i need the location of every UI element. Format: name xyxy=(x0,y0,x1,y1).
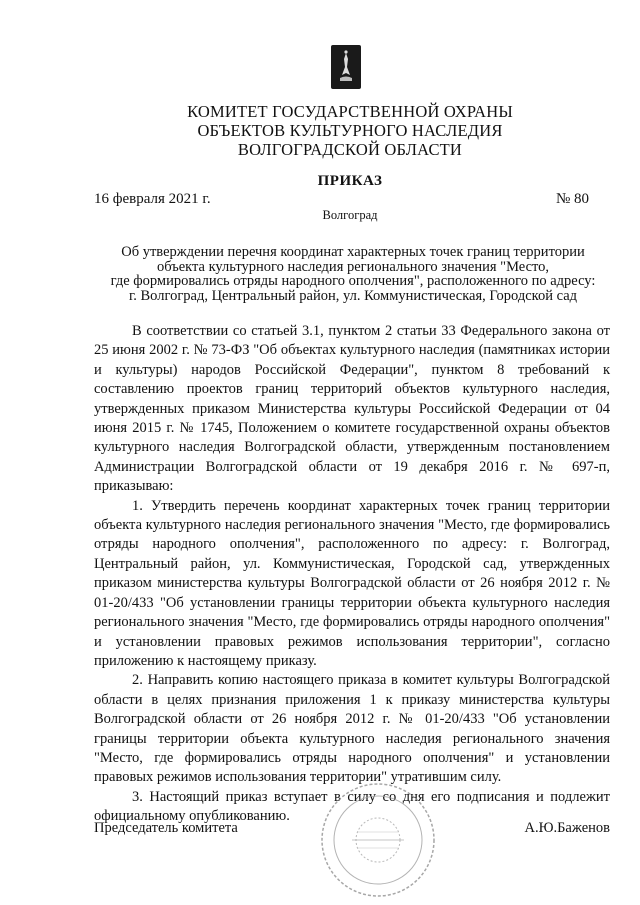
subject-line-1: Об утверждении перечня координат характерных точек границ территории xyxy=(121,244,585,260)
signatory-position: Председатель комитета xyxy=(94,820,238,836)
document-subject xyxy=(86,245,620,303)
document-number: № 80 xyxy=(556,191,590,207)
document-body xyxy=(94,322,610,827)
organization-name xyxy=(140,102,560,159)
org-line-3: ВОЛГОГРАДСКОЙ ОБЛАСТИ xyxy=(237,140,463,159)
org-line-1: КОМИТЕТ ГОСУДАРСТВЕННОЙ ОХРАНЫ xyxy=(187,102,513,121)
coat-of-arms-icon xyxy=(331,45,361,89)
signatory-name: А.Ю.Баженов xyxy=(524,820,610,836)
document-date: 16 февраля 2021 г. xyxy=(94,191,211,207)
subject-line-4: г. Волгоград, Центральный район, ул. Коммунистическая, Городской сад xyxy=(128,287,578,304)
subject-line-3: где формировались отряды народного ополчения", расположенного по адресу: xyxy=(110,273,596,289)
clause-2-paragraph: 2. Направить копию настоящего приказа в комитет культуры Волгоградской области в целях признания приложения 1 к приказу министерства культуры Волгоградской области от 26 ноября 2012 г. № 01-20/433 "Об установлении границы территории объекта культурного наследия регионального значения "Место, где формировались отряды народного ополчения" и установлении правовых режимов использования территории" утратившим силу. xyxy=(94,672,610,786)
clause-3-paragraph: 3. Настоящий приказ вступает в силу со дня его подписания и подлежит официальному опубликованию. xyxy=(94,788,610,825)
clause-1-paragraph: 1. Утвердить перечень координат характерных точек границ территории объекта культурного наследия регионального значения "Место, где формировались отряды народного ополчения", расположенного по адресу: г. Волгоград, Центральный район, ул. Коммунистическая, Городской сад, утвержденных приказом министерства культуры Волгоградской области от 26 ноября 2012 г. № 01-20/433 "Об установлении границы территории объекта культурного наследия регионального значения "Место, где формировались отряды народного ополчения" и установлении правовых режимов использования территории", согласно приложению к настоящему приказу. xyxy=(94,497,610,669)
document-city: Волгоград xyxy=(322,208,378,222)
subject-line-2: объекта культурного наследия регионального значения "Место, xyxy=(156,258,550,275)
document-title: ПРИКАЗ xyxy=(317,173,383,189)
signature-block xyxy=(94,820,610,840)
preamble-paragraph: В соответствии со статьей 3.1, пунктом 2 статьи 33 Федерального закона от 25 июня 2002 г. № 73-ФЗ "Об объектах культурного наследия (памятниках истории и культуры) народов Российской Федерации", пунктом 8 требований к составлению проектов границ территорий объектов культурного наследия, утвержденных приказом Министерства культуры Российской Федерации от 04 июня 2015 г. № 1745, Положением о комитете государственной охраны объектов культурного наследия Волгоградской области, утвержденным постановлением Администрации Волгоградской области от 19 декабря 2016 г. № 697-п, приказываю: xyxy=(94,323,610,495)
official-stamp-icon xyxy=(318,780,438,900)
org-line-2: ОБЪЕКТОВ КУЛЬТУРНОГО НАСЛЕДИЯ xyxy=(197,121,503,140)
